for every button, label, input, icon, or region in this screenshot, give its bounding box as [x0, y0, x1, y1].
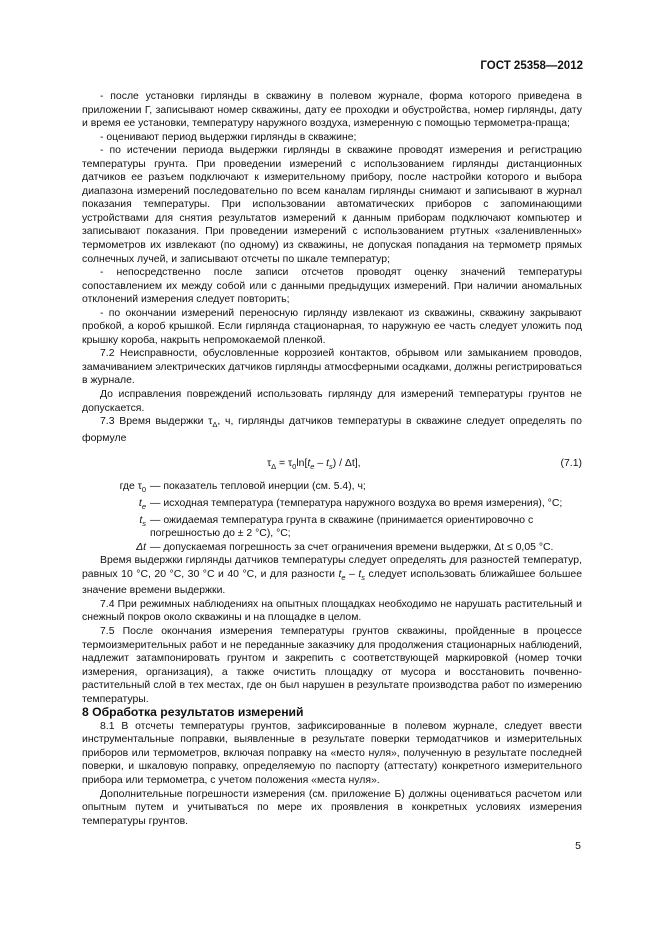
definition-row	[82, 541, 582, 555]
paragraph: - по окончании измерений переносную гирлянду извлекают из скважины, скважину закрывают пробкой, а короб крышкой. Если гирлянда стационарная, то наружную ее часть следует уложить под крышку короба, накрыть непромокаемой пленкой.	[82, 307, 582, 346]
symbol-text: t	[138, 497, 142, 509]
document-body	[82, 90, 582, 828]
paragraph: - по истечении периода выдержки гирлянды в скважине проводят измерения и регистрацию температуры грунта. При проведении измерений с использованием гирлянды дистанционных датчиков ее разъем подключают к измерительному прибору, после настройки которого и выбора диапазона измерений последовательно по всем каналам гирлянды снимают и записывают в журнал показания температуры. При использовании автоматических приборов с запоминающими устройствами для снятия результатов измерений к данным приборам подключают компьютер и записывают показания. При проведении измерений с использованием ртутных «заленивленных» термометров их извлекают (по одному) из скважины, не допуская попадания на термометр прямых солнечных лучей, и записывают отсчеты по шкале температур;	[82, 145, 582, 265]
formula-definitions	[82, 480, 582, 554]
subscript: 0	[292, 462, 297, 472]
subscript: e	[310, 462, 315, 472]
formula-7-1	[82, 454, 582, 474]
subscript: s	[142, 518, 146, 528]
subscript: s	[328, 462, 333, 472]
clause-7-5: 7.5 После окончания измерения температуры грунтов скважины, пройденные в процессе термоизмерительных работ и не переданные заказчику для продолжения стационарных наблюдений, надлежит затампонировать грунтом и закрепить с соответствующей маркировкой (номер точки измерения, организация), а также очистить площадку от мусора и восстановить почвенно-растительный слой в тех местах, где он был нарушен в результате производства работ по измерению температуры.	[82, 626, 582, 705]
clause-7-3	[82, 415, 582, 445]
subscript: Δ	[271, 462, 277, 472]
clause-7-3-text: 7.3 Время выдержки τ	[100, 416, 213, 428]
formula-symbol: t	[307, 458, 311, 470]
paragraph-text: Время выдержки гирлянды датчиков температуры следует определять для разностей температур, равных 10 °С, 20 °С, 30 °С и 40 °С, и для разности	[82, 555, 582, 580]
definition-text: — ожидаемая температура грунта в скважине (принимается ориентировочно с погрешностью до ± 2 °С), °С;	[150, 514, 534, 540]
symbol-text: Δt	[136, 541, 146, 553]
definition-symbol	[82, 480, 150, 497]
definition-symbol	[82, 497, 150, 514]
formula-symbol: t	[326, 458, 329, 470]
paragraph: - непосредственно после записи отсчетов проводят оценку значений температуры сопоставлением их между собой или с данными предыдущих измерений. При наличии аномальных отклонений измерения следует повторить;	[82, 267, 582, 306]
paragraph: До исправления повреждений использовать гирлянду для измерений температуры грунтов не допускается.	[82, 389, 582, 414]
definition-symbol	[82, 541, 150, 555]
clause-7-4: 7.4 При режимных наблюдениях на опытных площадках необходимо не нарушать растительный и снежный покров около скважины и на площадке в целом.	[82, 598, 582, 624]
definition-symbol	[82, 514, 150, 541]
formula-symbol: τ	[267, 458, 272, 470]
definition-text: — допускаемая погрешность за счет ограничения времени выдержки, Δt ≤ 0,05 °С.	[150, 541, 554, 553]
clause-7-3-text: , ч, гирлянды датчиков температуры в скважине следует определять по формуле	[82, 416, 582, 444]
formula-symbol: ln[	[296, 458, 308, 470]
definition-row	[82, 480, 582, 497]
formula-expression	[267, 457, 361, 474]
subscript: e	[141, 502, 146, 511]
paragraph-text: следует использовать ближайшее большее значение времени выдержки.	[82, 568, 583, 597]
definition-text: — исходная температура (температура наружного воздуха во время измерения), °С;	[150, 497, 563, 509]
subscript: 0	[141, 485, 146, 495]
document-header-id: ГОСТ 25358—2012	[480, 60, 583, 72]
subscript: e	[341, 572, 346, 582]
formula-symbol: t	[338, 568, 342, 580]
paragraph: - оценивают период выдержки гирлянды в скважине;	[100, 131, 357, 143]
clause-7-2: 7.2 Неисправности, обусловленные коррозией контактов, обрывом или замыканием проводов, замачиванием электрических датчиков гирлянды атмосферными осадками, должны регистрироваться в журнале.	[82, 348, 582, 387]
definition-row	[82, 514, 582, 541]
page-number: 5	[575, 840, 581, 852]
subscript: s	[361, 572, 366, 582]
paragraph	[82, 554, 582, 598]
definition-text: — показатель тепловой инерции (см. 5.4), ч;	[150, 481, 366, 493]
paragraph: Дополнительные погрешности измерения (см. приложение Б) должны оцениваться расчетом или опытным путем и учитываться по мере их проявления в конкретных условиях измерения температуры грунтов.	[82, 788, 582, 827]
formula-symbol: ) / Δt],	[332, 458, 361, 470]
formula-symbol: –	[345, 568, 359, 580]
paragraph: - после установки гирлянды в скважину в полевом журнале, форма которого приведена в приложении Г, записывают номер скважины, дату ее проходки и обустройства, номер гирлянды, дату и время ее установки, температуру наружного воздуха, измеренную с помощью термометра-праща;	[82, 91, 582, 130]
formula-symbol: t	[358, 568, 362, 580]
formula-number: (7.1)	[560, 458, 582, 470]
clause-8-1: 8.1 В отсчеты температуры грунтов, зафиксированные в полевом журнале, следует ввести инструментальные поправки, выявленные в результате поверки термодатчиков и измерительных приборов или термометров, включая поправку на «место нуля», полученную в результате последней поверки, и шкаловую поправку, определяемую по паспорту (аттестату) конкретного измерительного прибора или термометра, с учетом положения «места нуля».	[82, 720, 582, 787]
subscript: Δ	[212, 420, 218, 430]
symbol-text: t	[139, 514, 143, 526]
definition-row	[82, 497, 582, 514]
formula-symbol: –	[314, 458, 327, 470]
section-heading: 8 Обработка результатов измерений	[82, 705, 304, 720]
symbol-text: где τ	[119, 481, 142, 493]
formula-symbol: = τ	[276, 458, 293, 470]
